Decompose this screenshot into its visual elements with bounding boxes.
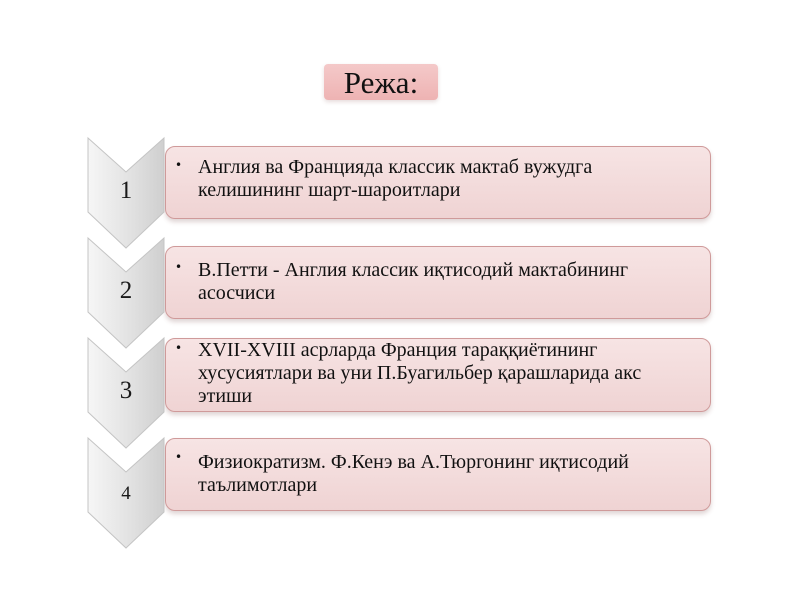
item-number: 3: [119, 377, 133, 404]
title-box: [324, 64, 438, 100]
item-number: 2: [119, 277, 133, 304]
bullet-icon: •: [175, 341, 183, 355]
chevron-down-icon: [86, 338, 170, 450]
item-number: 4: [121, 483, 131, 504]
list-item: [0, 338, 800, 450]
item-card: [165, 338, 711, 412]
chevron-down-icon: [86, 438, 170, 550]
item-card: [165, 246, 711, 319]
bullet-icon: •: [175, 260, 183, 274]
list-item: [0, 238, 800, 350]
bullet-icon: •: [175, 450, 183, 464]
item-text: XVII-XVIII асрларда Франция тараққиётининг хусусиятлари ва уни П.Буагильбер қарашларида акс этиши: [198, 339, 642, 407]
item-text: Физиократизм. Ф.Кенэ ва А.Тюргонинг иқтисодий таълимотлари: [198, 451, 629, 496]
chevron-down-icon: [86, 138, 170, 250]
item-card: [165, 438, 711, 511]
list-item: [0, 438, 800, 550]
slide-title: Режа:: [343, 64, 419, 100]
bullet-icon: •: [175, 158, 183, 172]
item-number: 1: [119, 177, 133, 204]
item-card: [165, 146, 711, 219]
list-item: [0, 138, 800, 250]
item-text: В.Петти - Англия классик иқтисодий мактабининг асосчиси: [198, 259, 629, 304]
chevron-down-icon: [86, 238, 170, 350]
item-text: Англия ва Францияда классик мактаб вужудга келишининг шарт-шароитлари: [198, 156, 593, 201]
